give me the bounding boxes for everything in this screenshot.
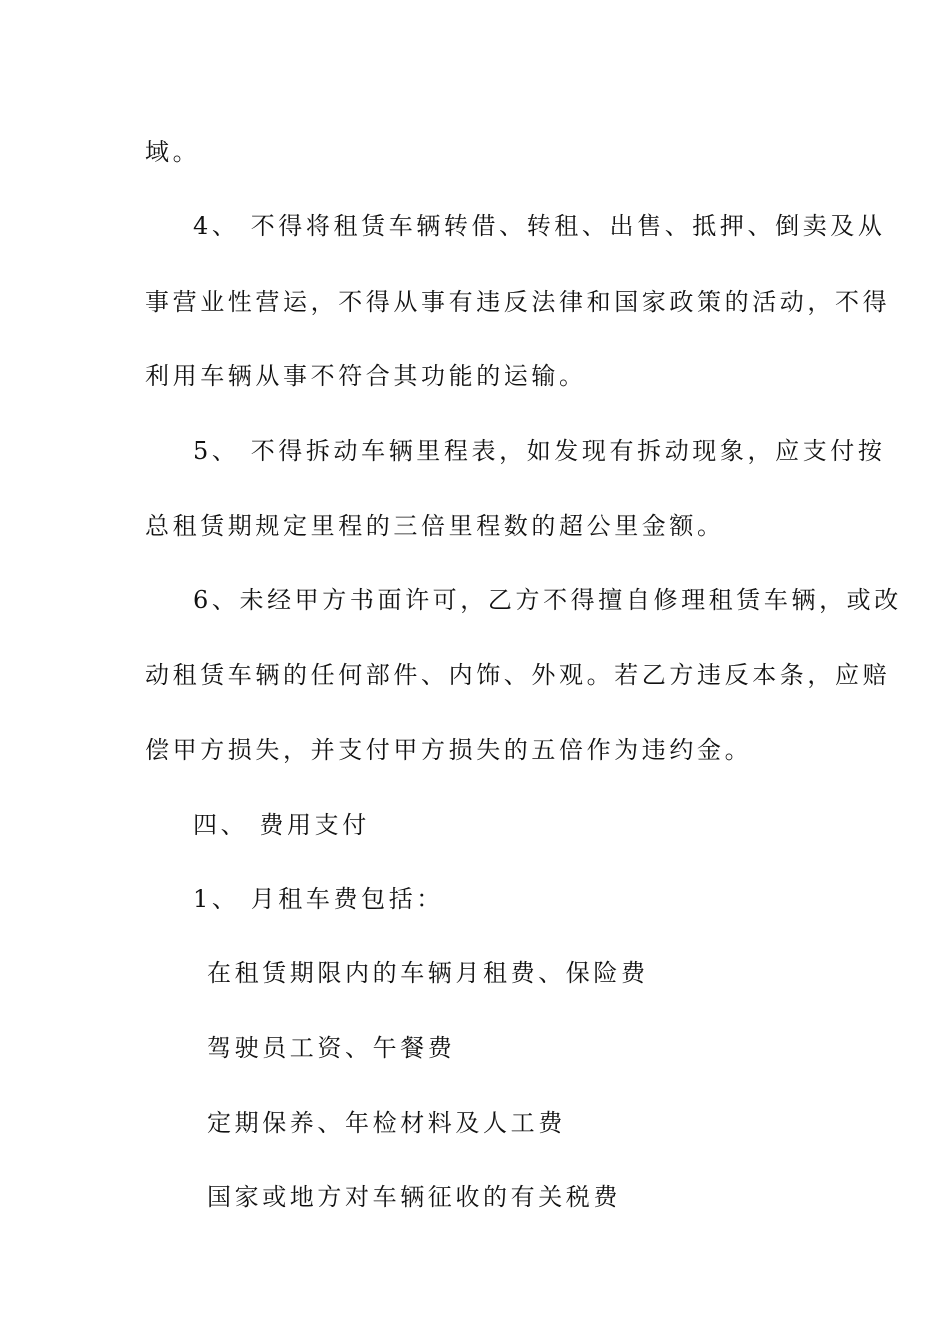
clause-5-line-1: 5、 不得拆动车辆里程表，如发现有拆动现象，应支付按 (193, 437, 886, 465)
fee-detail-rental: 在租赁期限内的车辆月租费、保险费 (207, 959, 649, 987)
fee-detail-driver: 驾驶员工资、午餐费 (207, 1034, 456, 1062)
clause-4-line-2: 事营业性营运，不得从事有违反法律和国家政策的活动，不得 (145, 288, 891, 316)
fee-detail-taxes: 国家或地方对车辆征收的有关税费 (207, 1183, 621, 1211)
clause-4-line-3: 利用车辆从事不符合其功能的运输。 (145, 362, 587, 390)
text-line-continuation: 域。 (145, 138, 201, 166)
clause-4-line-1: 4、 不得将租赁车辆转借、转租、出售、抵押、倒卖及从 (193, 212, 886, 240)
section-heading-fees: 四、 费用支付 (193, 811, 370, 839)
clause-6-line-1: 6、未经甲方书面许可，乙方不得擅自修理租赁车辆，或改 (193, 586, 902, 614)
clause-6-line-2: 动租赁车辆的任何部件、内饰、外观。若乙方违反本条，应赔 (145, 661, 891, 689)
clause-6-line-3: 偿甲方损失，并支付甲方损失的五倍作为违约金。 (145, 736, 753, 764)
fee-item-1-heading: 1、 月租车费包括： (193, 885, 444, 913)
clause-5-line-2: 总租赁期规定里程的三倍里程数的超公里金额。 (145, 512, 725, 540)
fee-detail-maintenance: 定期保养、年检材料及人工费 (207, 1109, 566, 1137)
